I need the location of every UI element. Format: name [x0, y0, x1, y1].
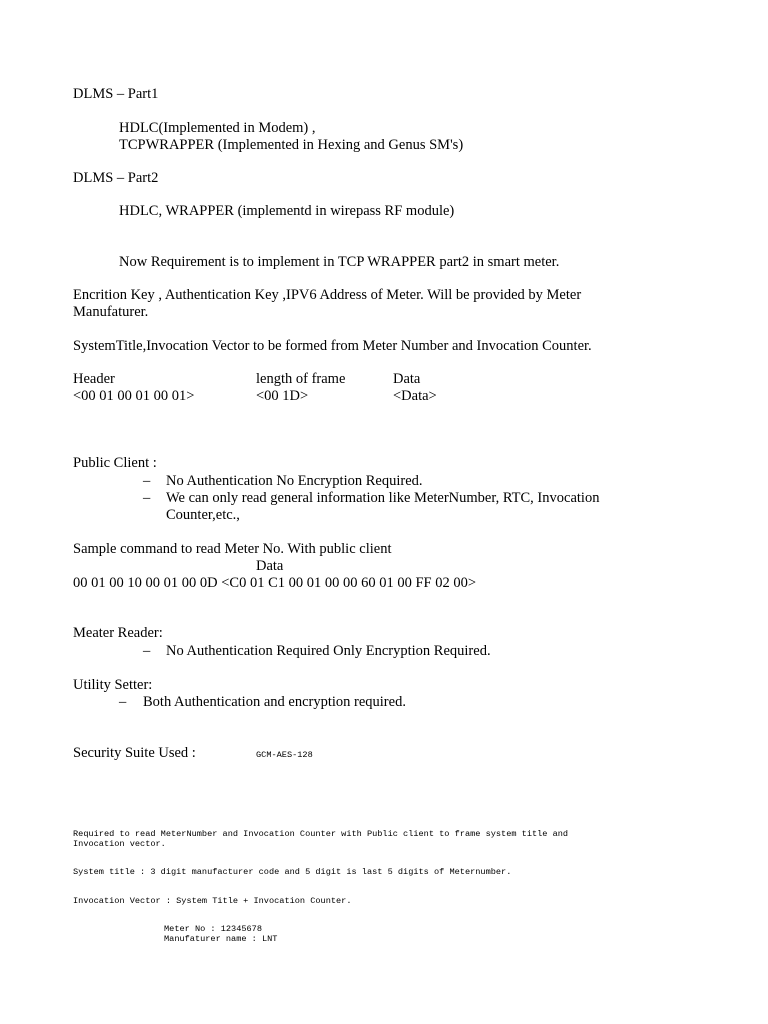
sample-data-label: Data	[256, 558, 284, 574]
utility-setter-heading: Utility Setter:	[73, 677, 153, 693]
public-client-bullet-1: No Authentication No Encryption Required.	[166, 473, 423, 489]
bullet-dash: –	[143, 473, 151, 489]
security-suite-label: Security Suite Used :	[73, 745, 196, 761]
note-line-3: System title : 3 digit manufacturer code and 5 digit is last 5 digits of Meternumber.	[73, 867, 512, 877]
meter-reader-heading: Meater Reader:	[73, 625, 163, 641]
public-client-heading: Public Client :	[73, 455, 157, 471]
note-line-4: Invocation Vector : System Title + Invocation Counter.	[73, 896, 352, 906]
part1-line-tcpwrapper: TCPWRAPPER (Implemented in Hexing and Genus SM's)	[119, 137, 464, 153]
meter-reader-bullet: No Authentication Required Only Encryption Required.	[166, 643, 491, 659]
bullet-dash: –	[143, 490, 151, 506]
part1-line-hdlc: HDLC(Implemented in Modem) ,	[119, 120, 316, 136]
sample-command-intro: Sample command to read Meter No. With public client	[73, 541, 392, 557]
note-line-2: Invocation vector.	[73, 839, 166, 849]
part2-line-hdlc-wrapper: HDLC, WRAPPER (implementd in wirepass RF module)	[119, 203, 455, 219]
frame-length-label: length of frame	[256, 371, 346, 387]
frame-data-value: <Data>	[393, 388, 437, 404]
requirement-line: Now Requirement is to implement in TCP WRAPPER part2 in smart meter.	[119, 254, 560, 270]
keys-line-1: Encrition Key , Authentication Key ,IPV6 Address of Meter. Will be provided by Meter	[73, 287, 582, 303]
sample-command: 00 01 00 10 00 01 00 0D <C0 01 C1 00 01 00 00 60 01 00 FF 02 00>	[73, 575, 477, 591]
frame-header-label: Header	[73, 371, 115, 387]
frame-data-label: Data	[393, 371, 421, 387]
part2-heading: DLMS – Part2	[73, 170, 159, 186]
keys-line-2: Manufaturer.	[73, 304, 149, 320]
note-line-1: Required to read MeterNumber and Invocation Counter with Public client to frame system title and	[73, 829, 569, 839]
public-client-bullet-2: We can only read general information like MeterNumber, RTC, Invocation	[166, 490, 600, 506]
public-client-bullet-2-cont: Counter,etc.,	[166, 507, 240, 523]
security-suite-value: GCM-AES-128	[256, 750, 313, 760]
part1-heading: DLMS – Part1	[73, 86, 159, 102]
bullet-dash: –	[119, 694, 127, 710]
bullet-dash: –	[143, 643, 151, 659]
frame-header-value: <00 01 00 01 00 01>	[73, 388, 195, 404]
system-title-line: SystemTitle,Invocation Vector to be formed from Meter Number and Invocation Counter.	[73, 338, 592, 354]
frame-length-value: <00 1D>	[256, 388, 309, 404]
utility-setter-bullet: Both Authentication and encryption required.	[143, 694, 406, 710]
manufacturer-line: Manufaturer name : LNT	[164, 934, 278, 944]
meter-no-line: Meter No : 12345678	[164, 924, 262, 934]
